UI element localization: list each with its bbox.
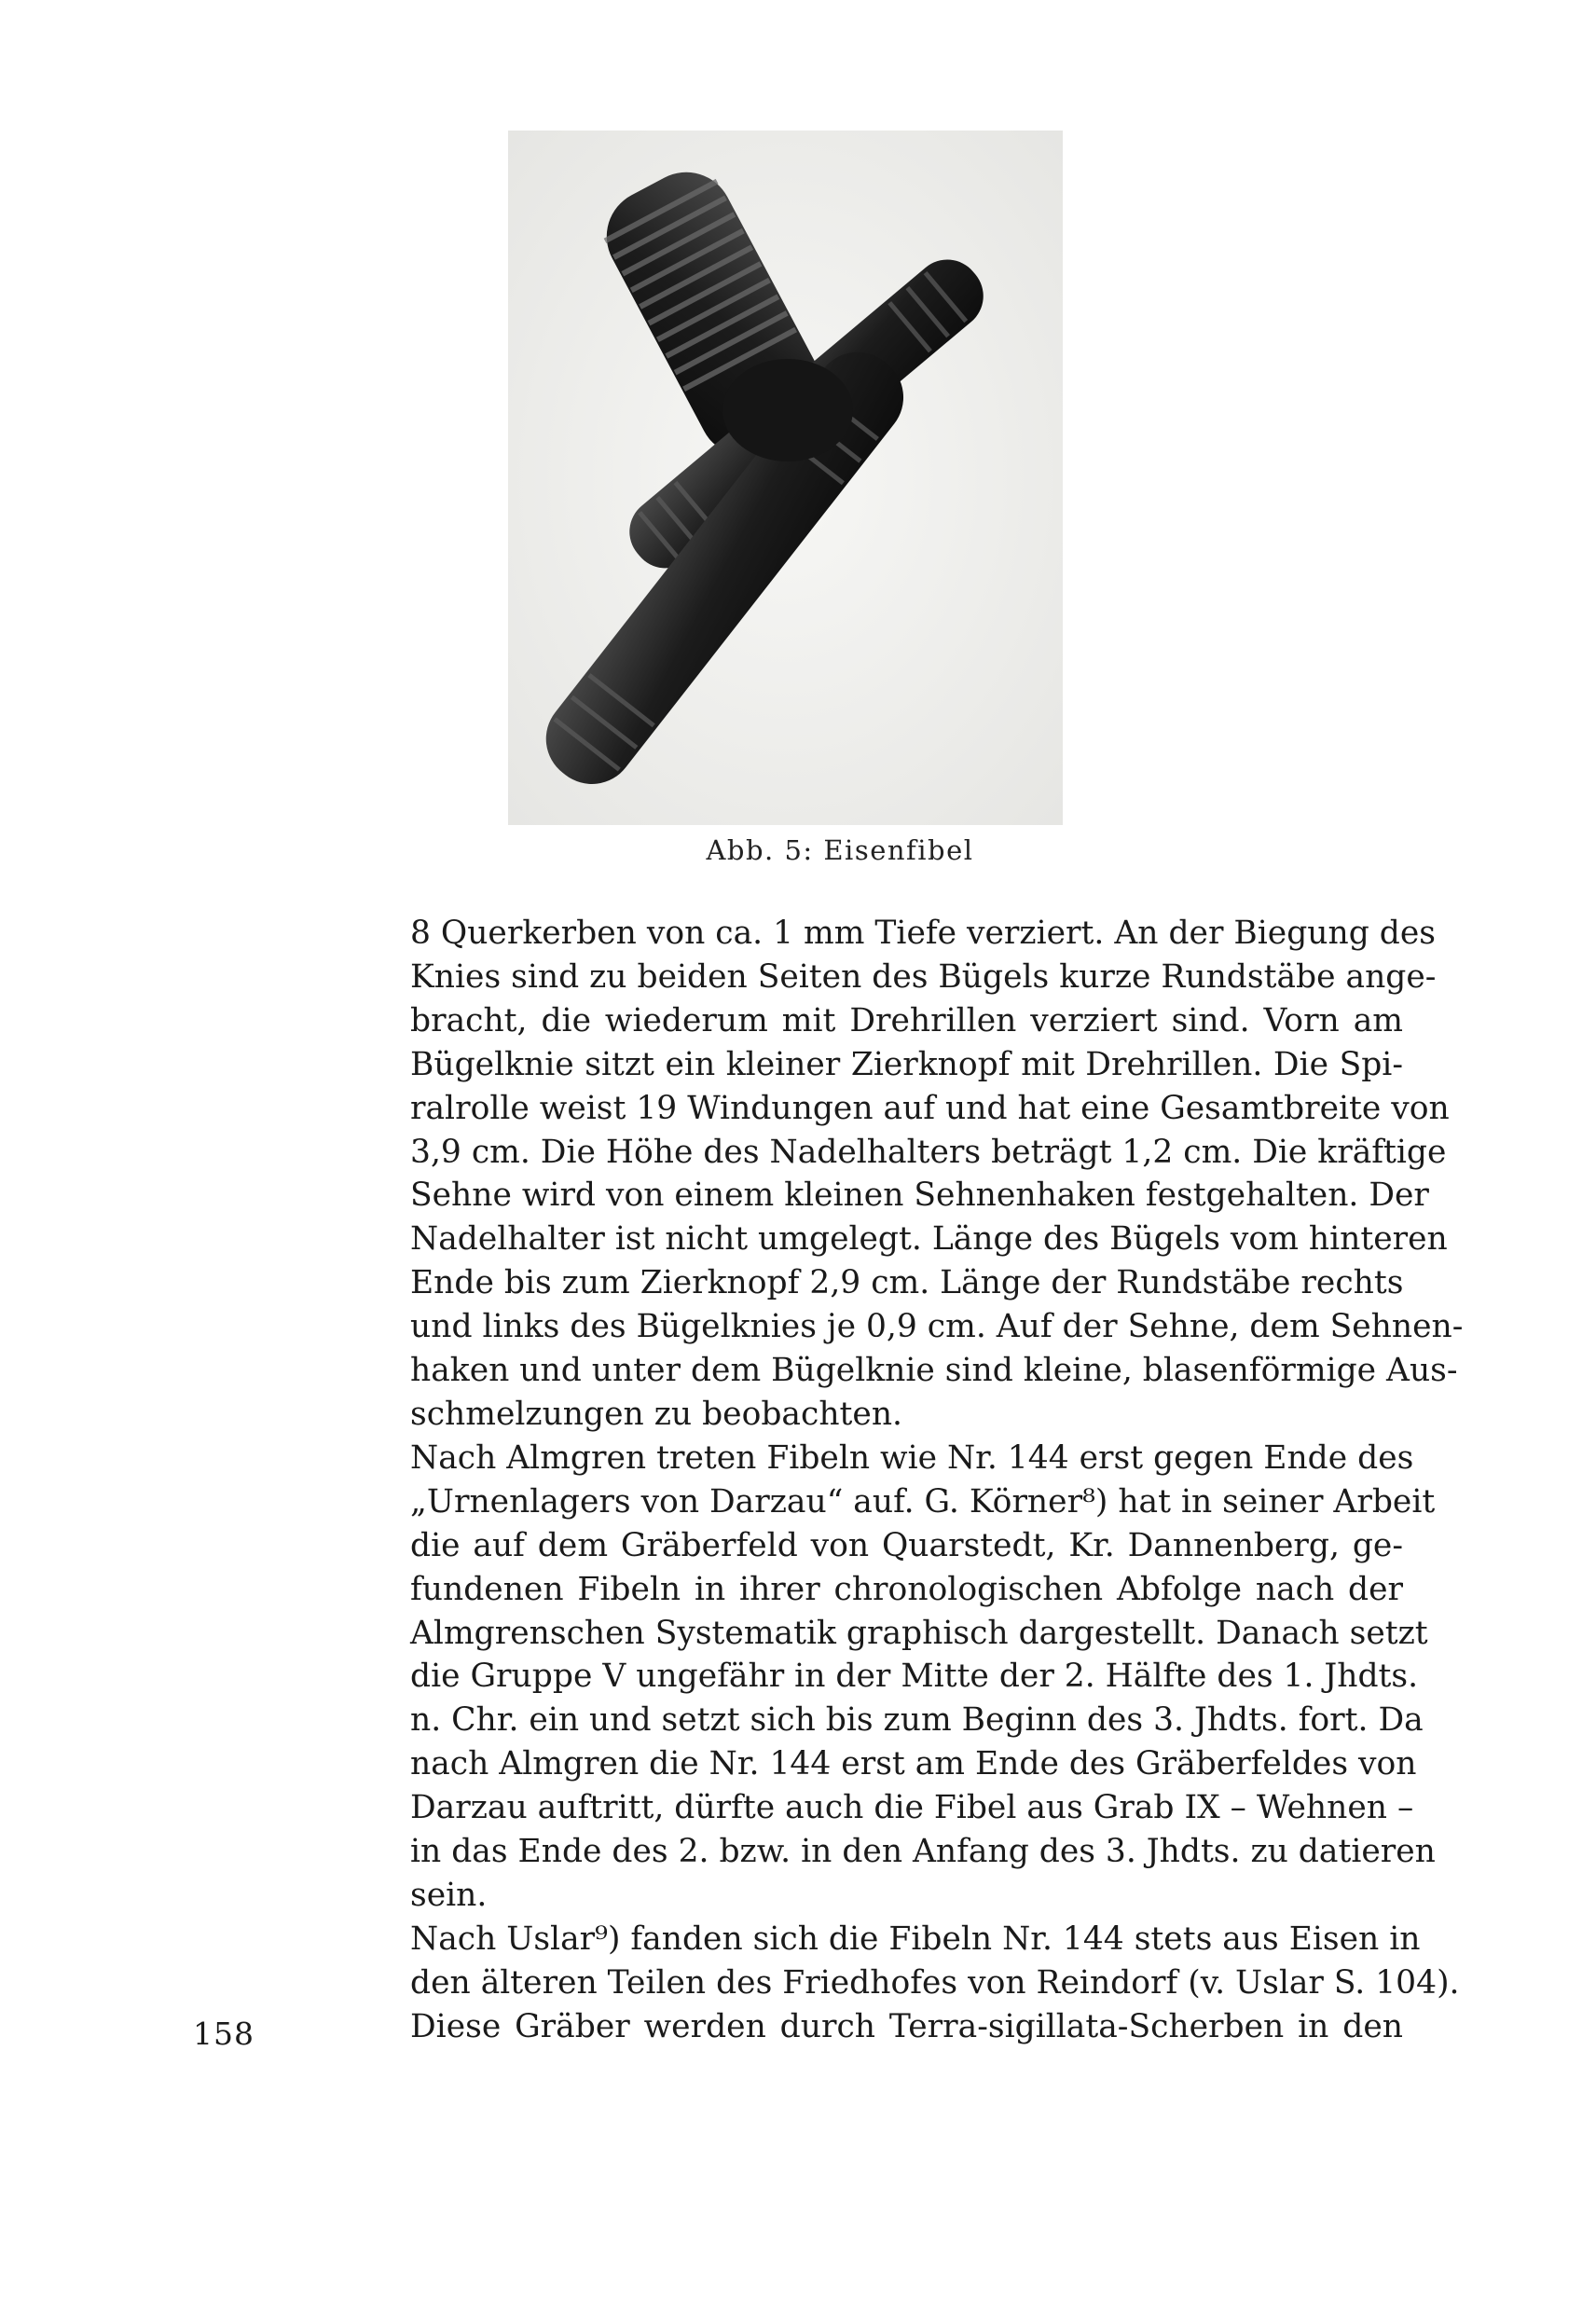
text-line: Diese Gräber werden durch Terra-sigillata-Scherben in den xyxy=(410,2007,1403,2045)
text-line: Almgrenschen Systematik graphisch dargestellt. Danach setzt xyxy=(410,1614,1428,1652)
text-line: Nach Almgren treten Fibeln wie Nr. 144 erst gegen Ende des xyxy=(410,1438,1414,1477)
text-line: Knies sind zu beiden Seiten des Bügels kurze Rundstäbe ange- xyxy=(410,957,1437,996)
text-line: Ende bis zum Zierknopf 2,9 cm. Länge der Rundstäbe rechts xyxy=(410,1264,1404,1302)
text-line: schmelzungen zu beobachten. xyxy=(410,1395,903,1433)
fibula-photo xyxy=(508,131,1063,825)
paragraph xyxy=(410,1918,1460,2049)
page-number: 158 xyxy=(193,2016,255,2052)
text-line: fundenen Fibeln in ihrer chronologischen Abfolge nach der xyxy=(410,1570,1403,1608)
text-line: Nach Uslar⁹) fanden sich die Fibeln Nr. 144 stets aus Eisen in xyxy=(410,1920,1421,1958)
text-line: bracht, die wiederum mit Drehrillen verziert sind. Vorn am xyxy=(410,1001,1403,1039)
paragraph xyxy=(410,912,1464,1437)
text-line: 3,9 cm. Die Höhe des Nadelhalters beträgt 1,2 cm. Die kräftige xyxy=(410,1133,1447,1171)
text-line: n. Chr. ein und setzt sich bis zum Beginn des 3. Jhdts. fort. Da xyxy=(410,1701,1424,1740)
text-line: und links des Bügelknies je 0,9 cm. Auf der Sehne, dem Sehnen- xyxy=(410,1308,1464,1346)
figure-photo xyxy=(508,131,1063,825)
text-line: 8 Querkerben von ca. 1 mm Tiefe verziert. An der Biegung des xyxy=(410,915,1436,952)
text-line: Darzau auftritt, dürfte auch die Fibel aus Grab IX – Wehnen – xyxy=(410,1789,1414,1827)
text-line: ralrolle weist 19 Windungen auf und hat eine Gesamtbreite von xyxy=(410,1089,1450,1127)
text-line: in das Ende des 2. bzw. in den Anfang des 3. Jhdts. zu datieren xyxy=(410,1833,1436,1871)
text-line: nach Almgren die Nr. 144 erst am Ende des Gräberfeldes von xyxy=(410,1745,1417,1783)
text-line: den älteren Teilen des Friedhofes von Reindorf (v. Uslar S. 104). xyxy=(410,1963,1460,2002)
text-line: die Gruppe V ungefähr in der Mitte der 2. Hälfte des 1. Jhdts. xyxy=(410,1658,1419,1696)
text-line: Sehne wird von einem kleinen Sehnenhaken festgehalten. Der xyxy=(410,1177,1429,1215)
text-line: Nadelhalter ist nicht umgelegt. Länge des Bügels vom hinteren xyxy=(410,1220,1448,1259)
text-line: haken und unter dem Bügelknie sind kleine, blasenförmige Aus- xyxy=(410,1352,1458,1390)
body-text xyxy=(410,912,1464,2049)
figure-caption-text: Abb. 5: Eisenfibel xyxy=(706,834,974,866)
text-line: sein. xyxy=(410,1876,488,1914)
text-line: „Urnenlagers von Darzau“ auf. G. Körner⁸) hat in seiner Arbeit xyxy=(410,1482,1436,1521)
paragraph xyxy=(410,1437,1436,1918)
text-line: Bügelknie sitzt ein kleiner Zierknopf mit Drehrillen. Die Spi- xyxy=(410,1045,1403,1083)
figure-caption xyxy=(0,834,1596,866)
text-line: die auf dem Gräberfeld von Quarstedt, Kr. Dannenberg, ge- xyxy=(410,1526,1403,1564)
